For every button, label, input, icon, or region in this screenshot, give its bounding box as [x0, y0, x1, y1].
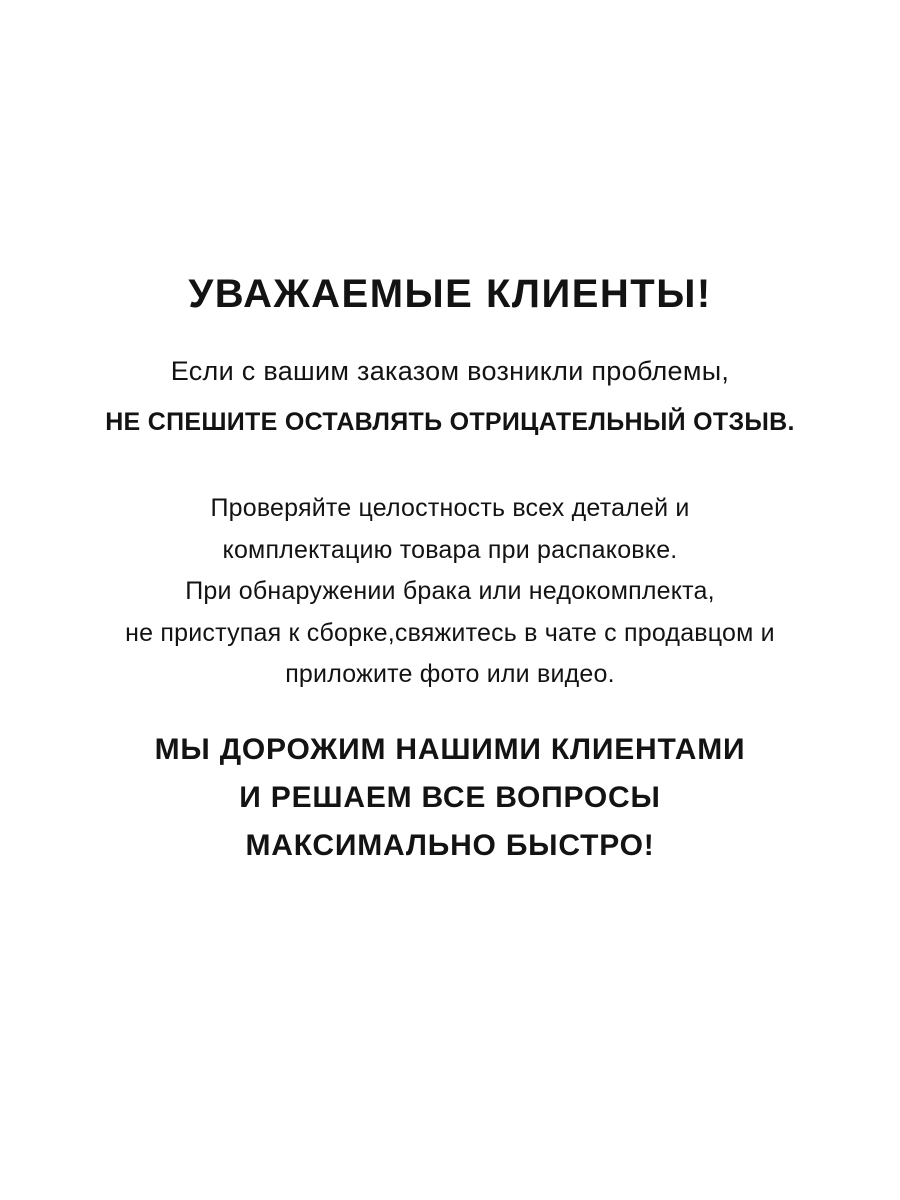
intro-warning-line: НЕ СПЕШИТЕ ОСТАВЛЯТЬ ОТРИЦАТЕЛЬНЫЙ ОТЗЫВ. [105, 408, 795, 436]
instruction-line-3: При обнаружении брака или недокомплекта, [185, 577, 715, 605]
instruction-line-2: комплектацию товара при распаковке. [222, 535, 678, 564]
instruction-line-1: Проверяйте целостность всех деталей и [210, 494, 690, 522]
instructions-paragraph [0, 488, 900, 696]
footer-line-3: МАКСИМАЛЬНО БЫСТРО! [245, 829, 655, 862]
instruction-line-5: приложите фото или видео. [285, 660, 615, 688]
instruction-line-4: не приступая к сборке,свяжитесь в чате с продавцом и [125, 618, 775, 647]
footer-slogan [0, 726, 900, 870]
notice-heading: УВАЖАЕМЫЕ КЛИЕНТЫ! [188, 272, 712, 316]
intro-problem-line: Если с вашим заказом возникли проблемы, [170, 356, 730, 386]
footer-line-2: И РЕШАЕМ ВСЕ ВОПРОСЫ [239, 781, 661, 814]
footer-line-1: МЫ ДОРОЖИМ НАШИМИ КЛИЕНТАМИ [154, 733, 746, 766]
